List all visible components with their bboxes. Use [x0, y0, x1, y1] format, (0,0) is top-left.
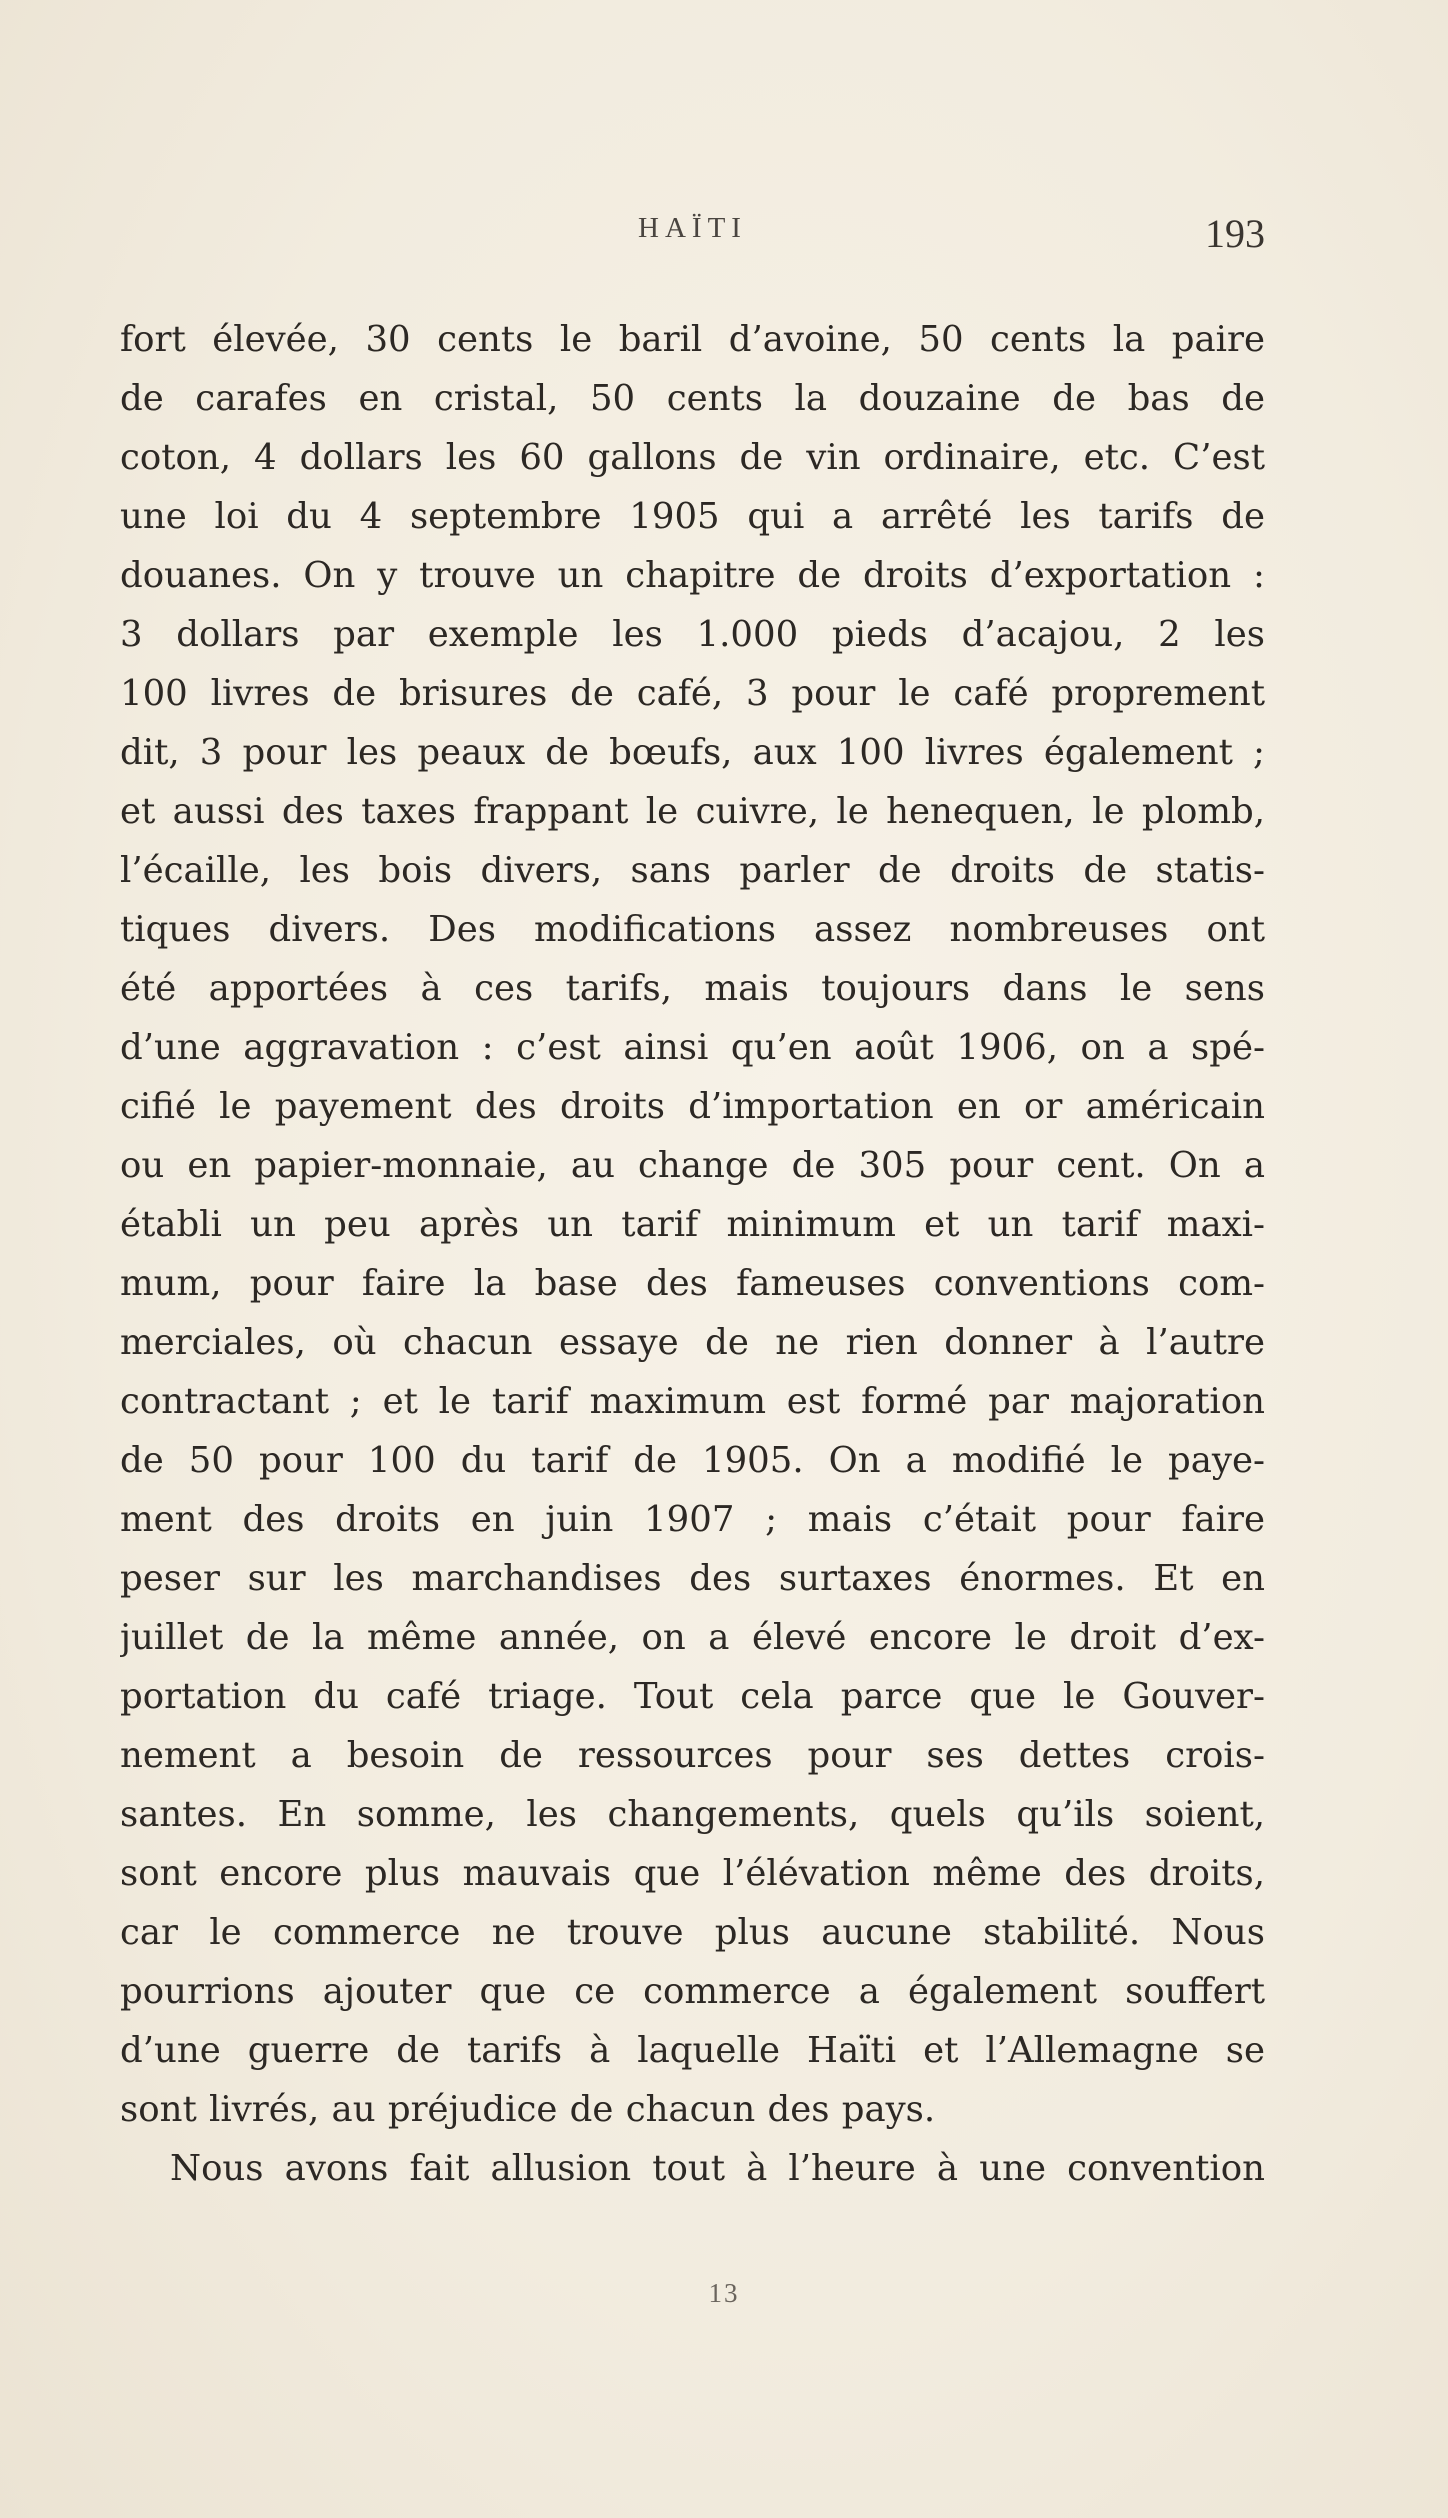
text-line: et aussi des taxes frappant le cuivre, le henequen, le plomb,: [120, 791, 1265, 832]
page-number: 193: [1205, 211, 1265, 256]
text-line: santes. En somme, les changements, quels qu’ils soient,: [120, 1794, 1265, 1835]
text-line: douanes. On y trouve un chapitre de droits d’exportation :: [120, 555, 1265, 596]
running-head: HAÏTI: [638, 212, 747, 244]
text-line: dit, 3 pour les peaux de bœufs, aux 100 livres également ;: [120, 732, 1265, 773]
text-line: coton, 4 dollars les 60 gallons de vin ordinaire, etc. C’est: [120, 437, 1265, 478]
paragraph-start-line: Nous avons fait allusion tout à l’heure à une convention: [170, 2148, 1265, 2189]
text-line: établi un peu après un tarif minimum et un tarif maxi-: [120, 1204, 1265, 1245]
text-line: ment des droits en juin 1907 ; mais c’était pour faire: [120, 1499, 1265, 1540]
text-line: 3 dollars par exemple les 1.000 pieds d’acajou, 2 les: [120, 614, 1265, 655]
body-text: [120, 310, 1265, 2198]
text-line: tiques divers. Des modifications assez nombreuses ont: [120, 909, 1265, 950]
text-line: une loi du 4 septembre 1905 qui a arrêté les tarifs de: [120, 496, 1265, 537]
text-line: merciales, où chacun essaye de ne rien donner à l’autre: [120, 1322, 1265, 1363]
paragraph-end-line: sont livrés, au préjudice de chacun des pays.: [120, 2089, 936, 2130]
text-line: de 50 pour 100 du tarif de 1905. On a modifié le paye-: [120, 1440, 1265, 1481]
text-line: portation du café triage. Tout cela parce que le Gouver-: [120, 1676, 1265, 1717]
signature-mark: 13: [708, 2278, 740, 2308]
text-line: d’une guerre de tarifs à laquelle Haïti et l’Allemagne se: [120, 2030, 1265, 2071]
text-line: été apportées à ces tarifs, mais toujours dans le sens: [120, 968, 1265, 1009]
text-line: ou en papier-monnaie, au change de 305 pour cent. On a: [120, 1145, 1265, 1186]
page-header: [120, 212, 1265, 262]
text-line: d’une aggravation : c’est ainsi qu’en août 1906, on a spé-: [120, 1027, 1265, 1068]
text-line: car le commerce ne trouve plus aucune stabilité. Nous: [120, 1912, 1265, 1953]
text-line: de carafes en cristal, 50 cents la douzaine de bas de: [120, 378, 1265, 419]
text-line: pourrions ajouter que ce commerce a également souffert: [120, 1971, 1265, 2012]
text-line: cifié le payement des droits d’importation en or américain: [120, 1086, 1265, 1127]
text-line: juillet de la même année, on a élevé encore le droit d’ex-: [120, 1617, 1265, 1658]
text-line: l’écaille, les bois divers, sans parler de droits de statis-: [120, 850, 1265, 891]
text-line: peser sur les marchandises des surtaxes énormes. Et en: [120, 1558, 1265, 1599]
text-line: nement a besoin de ressources pour ses dettes crois-: [120, 1735, 1265, 1776]
text-line: mum, pour faire la base des fameuses conventions com-: [120, 1263, 1265, 1304]
text-line: 100 livres de brisures de café, 3 pour le café proprement: [120, 673, 1265, 714]
text-line: fort élevée, 30 cents le baril d’avoine, 50 cents la paire: [120, 319, 1265, 360]
text-line: sont encore plus mauvais que l’élévation même des droits,: [120, 1853, 1265, 1894]
text-line: contractant ; et le tarif maximum est formé par majoration: [120, 1381, 1265, 1422]
